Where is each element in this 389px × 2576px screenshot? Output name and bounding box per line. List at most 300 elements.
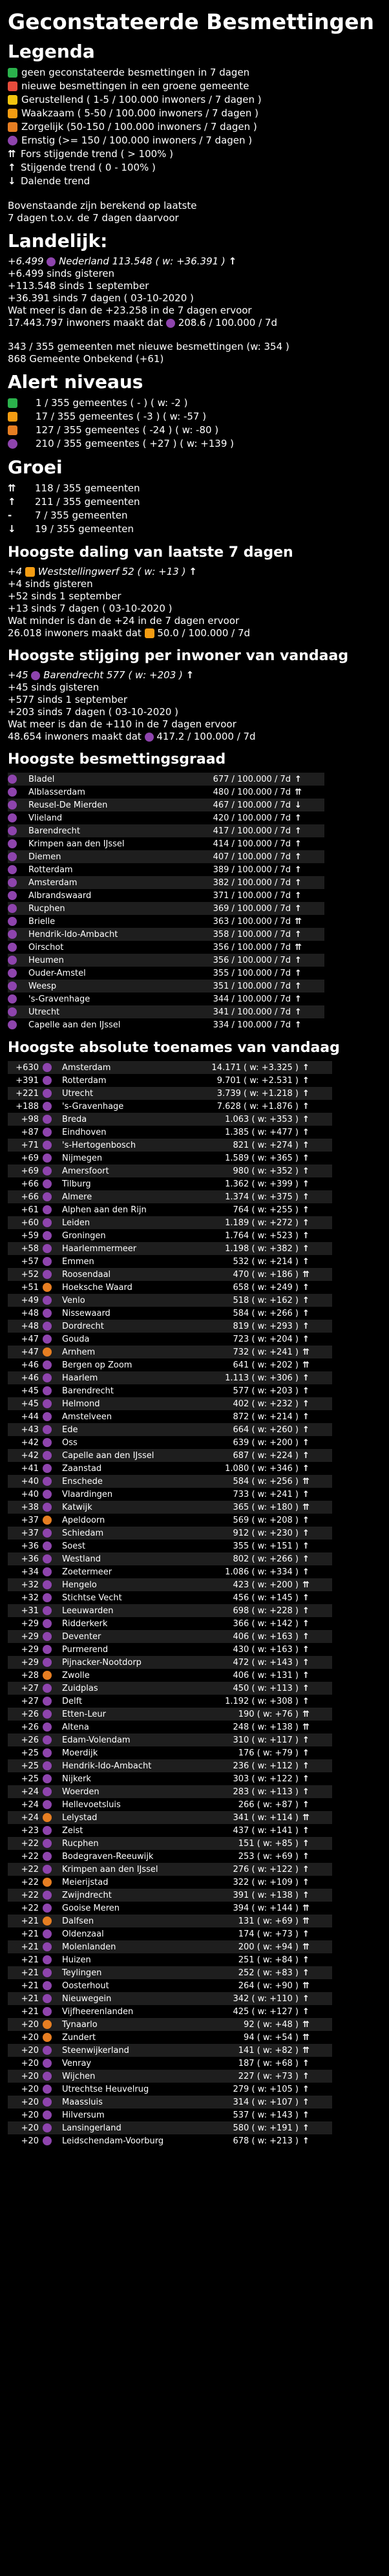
severity-dot-icon: [43, 1063, 52, 1072]
total-value: 723 ( w: +204 ): [233, 1334, 299, 1344]
total-value: 1.362 ( w: +399 ): [225, 1179, 299, 1189]
increase-value: +20: [21, 2019, 39, 2030]
increase-value: +26: [21, 1709, 39, 1719]
trend-arrow-icon: ↑: [302, 2058, 310, 2068]
trend-arrow-icon: ↑: [302, 1618, 310, 1629]
increase-value: +391: [16, 1075, 39, 1086]
total-value: 200 ( w: +94 ): [238, 1942, 299, 1952]
severity-dot-icon: [43, 1089, 52, 1098]
table-row: [8, 1604, 332, 1617]
trend-up-icon: ↑: [185, 669, 194, 681]
trend-arrow-icon: ↑: [302, 1929, 310, 1939]
total-value: 1.189 ( w: +272 ): [225, 1218, 299, 1228]
increase-value: +28: [21, 1670, 39, 1680]
alert-level-icon: [8, 398, 17, 408]
trend-arrow-icon: ↑: [302, 1062, 310, 1073]
legend-swatch-icon: [8, 109, 17, 118]
municipality-name: Zwijndrecht: [62, 1890, 112, 1900]
total-value: 821 ( w: +274 ): [233, 1140, 299, 1150]
municipality-name: Purmerend: [62, 1644, 109, 1655]
severity-dot-icon: [43, 1645, 52, 1654]
severity-dot-icon: [43, 1632, 52, 1641]
legend-swatch-icon: [8, 122, 17, 132]
severity-dot-icon: [8, 982, 17, 991]
trend-arrow-icon: ↑: [302, 1787, 310, 1797]
total-value: 264 ( w: +90 ): [238, 1980, 299, 1991]
trend-arrow-icon: ⇈: [302, 1269, 310, 1280]
municipality-name: Zaanstad: [62, 1463, 102, 1474]
total-value: 253 ( w: +69 ): [238, 1851, 299, 1862]
table-row: [8, 2018, 332, 2031]
alert-item-label: 1 / 355 gemeentes ( - ) ( w: -2 ): [36, 397, 188, 409]
municipality-name: Hendrik-Ido-Ambacht: [28, 929, 118, 939]
table-row: [8, 1953, 332, 1966]
total-value: 341 ( w: +114 ): [233, 1812, 299, 1823]
table-row: [8, 1294, 332, 1307]
municipality-name: Oldenzaal: [62, 1929, 104, 1939]
severity-dot-icon: [43, 1503, 52, 1512]
increase-value: +29: [21, 1657, 39, 1668]
table-row: [8, 1268, 332, 1281]
total-value: 176 ( w: +79 ): [238, 1748, 299, 1758]
total-value: 569 ( w: +208 ): [233, 1515, 299, 1525]
trend-arrow-icon: ↑: [302, 1373, 310, 1383]
severity-dot-icon: [8, 1007, 17, 1016]
severity-dot-icon: [43, 1658, 52, 1667]
total-value: 532 ( w: +214 ): [233, 1256, 299, 1267]
increase-value: +48: [21, 1308, 39, 1318]
table-row: [8, 773, 324, 786]
severity-dot-icon: [43, 1128, 52, 1137]
severity-dot-icon: [43, 1723, 52, 1732]
trend-arrow-icon: ↓: [295, 800, 302, 810]
table-row: [8, 1759, 332, 1772]
trend-arrow-icon: ↑: [302, 1528, 310, 1538]
severity-dot-icon: [43, 1490, 52, 1499]
severity-dot-icon: [43, 1878, 52, 1887]
total-value: 7.628 ( w: +1.876 ): [216, 1101, 299, 1111]
table-row: [8, 1436, 332, 1449]
daling-rate: 50.0 / 100.000 / 7d: [157, 627, 251, 639]
table-row: [8, 2096, 332, 2109]
legend-list: [8, 66, 381, 147]
severity-dot-icon: [43, 1335, 52, 1344]
increase-value: +49: [21, 1295, 39, 1305]
table-row: [8, 1126, 332, 1139]
legend-heading: Legenda: [8, 41, 95, 62]
severity-dot-icon: [43, 1684, 52, 1693]
table-row: [8, 1617, 332, 1630]
table-row: [8, 1152, 332, 1165]
municipality-name: Amsterdam: [62, 1062, 111, 1073]
table-row: [8, 980, 324, 993]
trend-arrow-icon: ⇈: [302, 1347, 310, 1357]
increase-value: +20: [21, 2071, 39, 2081]
alert-list: [8, 396, 381, 451]
increase-value: +71: [21, 1140, 39, 1150]
table-row: [8, 863, 324, 876]
groei-arrow-icon: ↑: [8, 496, 16, 508]
rate-value: 351 / 100.000 / 7d: [213, 981, 291, 991]
trend-arrow-icon: ↑: [302, 1179, 310, 1189]
municipality-name: Gouda: [62, 1334, 90, 1344]
table-row: [8, 1863, 332, 1876]
severity-dot-icon: [8, 852, 17, 861]
total-value: 252 ( w: +83 ): [238, 1968, 299, 1978]
table-row: [8, 1177, 332, 1190]
severity-dot-icon: [43, 1244, 52, 1253]
severity-dot-icon: [31, 671, 40, 680]
table-row: [8, 2134, 332, 2147]
municipality-name: Zuidplas: [62, 1683, 98, 1693]
municipality-name: Stichtse Vecht: [62, 1593, 122, 1603]
total-value: 94 ( w: +54 ): [244, 2032, 299, 2043]
table-row: [8, 1229, 332, 1242]
severity-dot-icon: [8, 1020, 17, 1029]
municipality-name: Utrecht: [28, 1007, 60, 1017]
increase-value: +23: [21, 1825, 39, 1836]
table-row: [8, 786, 324, 799]
municipality-name: Deventer: [62, 1631, 101, 1642]
municipality-name: Maassluis: [62, 2097, 103, 2107]
total-value: 423 ( w: +200 ): [233, 1580, 299, 1590]
municipality-name: Venray: [62, 2058, 92, 2068]
municipality-name: Diemen: [28, 852, 61, 862]
municipality-name: Utrechtse Heuvelrug: [62, 2084, 149, 2094]
table-row: [8, 1242, 332, 1255]
trend-arrow-icon: ↑: [302, 1075, 310, 1086]
municipality-name: Arnhem: [62, 1347, 96, 1357]
table-row: [8, 1837, 332, 1850]
table-row: [8, 837, 324, 850]
municipality-name: Breda: [62, 1114, 87, 1124]
legend-item: [8, 134, 381, 147]
municipality-name: Meierijstad: [62, 1877, 109, 1887]
rate-value: 417 / 100.000 / 7d: [213, 826, 291, 836]
increase-value: +45: [21, 1386, 39, 1396]
daling-inhabitants: 26.018 inwoners maakt dat: [8, 627, 142, 639]
increase-value: +57: [21, 1256, 39, 1267]
total-value: 430 ( w: +163 ): [233, 1644, 299, 1655]
municipality-name: Dordrecht: [62, 1321, 104, 1331]
alert-level-icon: [8, 412, 17, 422]
municipality-name: Roosendaal: [62, 1269, 111, 1280]
trend-arrow-icon: ↑: [302, 1968, 310, 1978]
increase-value: +27: [21, 1696, 39, 1706]
table-row: [8, 1940, 332, 1953]
trend-arrow-icon: ↑: [302, 2123, 310, 2133]
severity-dot-icon: [8, 943, 17, 952]
severity-dot-icon: [8, 788, 17, 797]
severity-dot-icon: [43, 1231, 52, 1240]
landelijk-heading: Landelijk:: [8, 230, 108, 252]
rate-value: 334 / 100.000 / 7d: [213, 1020, 291, 1030]
table-row: [8, 1669, 332, 1682]
total-value: 355 ( w: +151 ): [233, 1541, 299, 1551]
total-value: 266 ( w: +87 ): [238, 1799, 299, 1810]
severity-dot-icon: [43, 2123, 52, 2132]
trend-arrow-icon: ↑: [302, 1955, 310, 1965]
municipality-name: 's-Gravenhage: [28, 994, 90, 1004]
municipality-name: Groningen: [62, 1230, 106, 1241]
alert-item: [8, 396, 381, 410]
landelijk-increase: +6.499: [8, 255, 44, 267]
increase-value: +66: [21, 1179, 39, 1189]
landelijk-line-3: +113.548 sinds 1 september: [8, 280, 149, 292]
increase-value: +25: [21, 1774, 39, 1784]
total-value: 236 ( w: +112 ): [233, 1761, 299, 1771]
severity-square-icon: [145, 628, 154, 638]
table-row: [8, 1307, 332, 1320]
total-value: 303 ( w: +122 ): [233, 1774, 299, 1784]
trend-arrow-icon: ↑: [302, 1838, 310, 1849]
increase-value: +20: [21, 2032, 39, 2043]
severity-dot-icon: [43, 1606, 52, 1615]
stijging-rate: 417.2 / 100.000 / 7d: [156, 731, 256, 742]
increase-value: +59: [21, 1230, 39, 1241]
legend-item-label: Zorgelijk (50-150 / 100.000 inwoners / 7 dagen ): [21, 121, 257, 133]
total-value: 764 ( w: +255 ): [233, 1205, 299, 1215]
municipality-name: Katwijk: [62, 1502, 92, 1512]
legend-swatch-icon: [8, 81, 17, 91]
trend-arrow-icon: ⇈: [302, 1722, 310, 1732]
increase-value: +47: [21, 1347, 39, 1357]
total-value: 472 ( w: +143 ): [233, 1657, 299, 1668]
increase-value: +21: [21, 1955, 39, 1965]
increase-value: +45: [21, 1399, 39, 1409]
increase-value: +25: [21, 1761, 39, 1771]
table-row: [8, 1018, 324, 1031]
trend-arrow-icon: ↑: [302, 1774, 310, 1784]
severity-dot-icon: [43, 2072, 52, 2081]
trend-arrow-icon: ↑: [302, 1140, 310, 1150]
severity-dot-icon: [43, 1567, 52, 1576]
groei-item: [8, 522, 381, 536]
rate-value: 363 / 100.000 / 7d: [213, 916, 291, 927]
severity-dot-icon: [43, 1102, 52, 1111]
daling-line-2: +4 sinds gisteren: [8, 578, 93, 590]
severity-dot-icon: [43, 1735, 52, 1744]
table-row: [8, 1358, 332, 1371]
total-value: 1.764 ( w: +523 ): [225, 1230, 299, 1241]
increase-value: +26: [21, 1722, 39, 1732]
severity-dot-icon: [43, 1813, 52, 1822]
groei-heading: Groei: [8, 456, 63, 478]
trend-arrow-icon: ↑: [302, 2071, 310, 2081]
total-value: 365 ( w: +180 ): [233, 1502, 299, 1512]
trend-arrow-icon: ↑: [302, 1256, 310, 1267]
increase-value: +29: [21, 1618, 39, 1629]
municipality-name: Gooise Meren: [62, 1903, 120, 1913]
severity-dot-icon: [43, 1412, 52, 1421]
legend-item-label: Gerustellend ( 1-5 / 100.000 inwoners / 7 dagen ): [21, 94, 262, 105]
increase-value: +69: [21, 1166, 39, 1176]
table-row: [8, 1449, 332, 1462]
total-value: 131 ( w: +69 ): [238, 1916, 299, 1926]
severity-dot-icon: [43, 2098, 52, 2107]
total-value: 450 ( w: +113 ): [233, 1683, 299, 1693]
municipality-name: Capelle aan den IJssel: [62, 1450, 154, 1461]
municipality-name: Pijnacker-Nootdorp: [62, 1657, 142, 1668]
trend-arrow-icon: ↑: [302, 1735, 310, 1745]
stijging-line-5: Wat meer is dan de +110 in de 7 dagen ervoor: [8, 718, 237, 730]
increase-value: +61: [21, 1205, 39, 1215]
trend-arrow-icon: ↑: [302, 1993, 310, 2004]
rate-value: 677 / 100.000 / 7d: [213, 774, 291, 784]
table-row: [8, 1811, 332, 1824]
severity-dot-icon: [43, 1916, 52, 1926]
table-row: [8, 1643, 332, 1656]
landelijk-rate: 208.6 / 100.000 / 7d: [178, 317, 277, 328]
increase-value: +46: [21, 1360, 39, 1370]
municipality-name: Hengelo: [62, 1580, 97, 1590]
municipality-name: Hendrik-Ido-Ambacht: [62, 1761, 152, 1771]
legend-item: [8, 93, 381, 107]
increase-value: +69: [21, 1153, 39, 1163]
total-value: 227 ( w: +73 ): [238, 2071, 299, 2081]
municipality-name: Ouder-Amstel: [28, 968, 86, 978]
stijging-line-3: +577 sinds 1 september: [8, 694, 128, 705]
severity-dot-icon: [43, 1554, 52, 1563]
severity-dot-icon: [43, 1166, 52, 1175]
rate-value: 480 / 100.000 / 7d: [213, 787, 291, 797]
total-value: 678 ( w: +213 ): [233, 2136, 299, 2146]
increase-value: +20: [21, 2084, 39, 2094]
increase-value: +37: [21, 1515, 39, 1525]
increase-value: +37: [21, 1528, 39, 1538]
total-value: 580 ( w: +191 ): [233, 2123, 299, 2133]
increase-value: +21: [21, 1916, 39, 1926]
total-value: 584 ( w: +256 ): [233, 1476, 299, 1487]
total-value: 1.080 ( w: +346 ): [225, 1463, 299, 1474]
municipality-name: Oirschot: [28, 942, 64, 952]
rate-value: 341 / 100.000 / 7d: [213, 1007, 291, 1017]
landelijk-line-4: +36.391 sinds 7 dagen ( 03-10-2020 ): [8, 292, 194, 304]
trend-arrow-icon: ⇈: [302, 1980, 310, 1991]
municipality-name: Hellevoetsluis: [62, 1799, 121, 1810]
table-row: [8, 1772, 332, 1785]
trend-arrow-icon: ↑: [302, 2110, 310, 2120]
increase-value: +630: [16, 1062, 39, 1073]
municipality-name: Rotterdam: [62, 1075, 107, 1086]
municipality-name: Huizen: [62, 1955, 91, 1965]
trend-arrow-icon: ↑: [302, 1308, 310, 1318]
severity-dot-icon: [43, 1179, 52, 1188]
total-value: 425 ( w: +127 ): [233, 2006, 299, 2017]
severity-dot-icon: [43, 1399, 52, 1408]
landelijk-line-7: 343 / 355 gemeenten met nieuwe besmettingen (w: 354 ): [8, 341, 289, 352]
severity-dot-icon: [43, 1904, 52, 1913]
total-value: 402 ( w: +232 ): [233, 1399, 299, 1409]
trend-arrow-icon: ⇈: [302, 1903, 310, 1913]
table-row: [8, 1087, 332, 1100]
trend-arrow-icon: ⇈: [8, 148, 16, 160]
legend-swatch-icon: [8, 68, 17, 78]
severity-dot-icon: [8, 917, 17, 926]
municipality-name: Nissewaard: [62, 1308, 110, 1318]
severity-dot-icon: [43, 1593, 52, 1602]
table-row: [8, 2083, 332, 2096]
table-row: [8, 2070, 332, 2083]
rate-value: 356 / 100.000 / 7d: [213, 942, 291, 952]
table-row: [8, 1552, 332, 1565]
rate-value: 358 / 100.000 / 7d: [213, 929, 291, 939]
legend-item-label: geen geconstateerde besmettingen in 7 dagen: [21, 67, 250, 78]
rate-value: 407 / 100.000 / 7d: [213, 852, 291, 862]
severity-dot-icon: [43, 1309, 52, 1318]
total-value: 406 ( w: +131 ): [233, 1670, 299, 1680]
municipality-name: Molenlanden: [62, 1942, 116, 1952]
municipality-name: Amstelveen: [62, 1411, 112, 1422]
total-value: 394 ( w: +144 ): [233, 1903, 299, 1913]
graad-table: [8, 773, 324, 1031]
municipality-name: Brielle: [28, 916, 56, 927]
total-value: 3.739 ( w: +1.218 ): [216, 1088, 299, 1099]
trend-arrow-icon: ↑: [295, 774, 302, 784]
rate-value: 414 / 100.000 / 7d: [213, 839, 291, 849]
trend-arrow-icon: ↑: [302, 1153, 310, 1163]
table-row: [8, 1061, 332, 1074]
severity-dot-icon: [47, 257, 56, 266]
groei-item: [8, 482, 381, 495]
table-row: [8, 1824, 332, 1837]
increase-value: +20: [21, 2045, 39, 2055]
table-row: [8, 1410, 332, 1423]
total-value: 456 ( w: +145 ): [233, 1593, 299, 1603]
total-value: 1.063 ( w: +353 ): [225, 1114, 299, 1124]
trend-arrow-icon: ↑: [302, 1127, 310, 1137]
municipality-name: Utrecht: [62, 1088, 94, 1099]
daling-line-5: Wat minder is dan de +24 in de 7 dagen ervoor: [8, 615, 240, 627]
table-row: [8, 1462, 332, 1475]
total-value: 322 ( w: +109 ): [233, 1877, 299, 1887]
increase-value: +22: [21, 1864, 39, 1874]
severity-dot-icon: [166, 319, 175, 328]
table-row: [8, 1540, 332, 1552]
trend-arrow-icon: ↑: [302, 1282, 310, 1293]
trend-arrow-icon: ↑: [302, 1230, 310, 1241]
municipality-name: Barendrecht: [62, 1386, 114, 1396]
severity-dot-icon: [43, 1477, 52, 1486]
trend-arrow-icon: ↑: [302, 1321, 310, 1331]
municipality-name: Capelle aan den IJssel: [28, 1020, 121, 1030]
severity-dot-icon: [43, 1360, 52, 1369]
table-row: [8, 1850, 332, 1863]
trend-arrow-icon: ↑: [295, 839, 302, 849]
municipality-name: Apeldoorn: [62, 1515, 105, 1525]
trend-arrow-icon: ⇈: [302, 1502, 310, 1512]
table-row: [8, 1281, 332, 1294]
trend-arrow-icon: ↑: [295, 994, 302, 1004]
municipality-name: Nijkerk: [62, 1774, 91, 1784]
total-value: 537 ( w: +143 ): [233, 2110, 299, 2120]
severity-dot-icon: [43, 1748, 52, 1757]
municipality-name: Ede: [62, 1424, 78, 1435]
severity-dot-icon: [43, 1865, 52, 1874]
severity-dot-icon: [8, 839, 17, 848]
table-row: [8, 1488, 332, 1501]
severity-dot-icon: [43, 1929, 52, 1938]
total-value: 912 ( w: +230 ): [233, 1528, 299, 1538]
trend-arrow-icon: ↑: [302, 1567, 310, 1577]
trend-arrow-icon: ⇈: [295, 787, 302, 797]
municipality-name: Moerdijk: [62, 1748, 98, 1758]
groei-item-label: 118 / 355 gemeenten: [35, 482, 140, 494]
municipality-name: Helmond: [62, 1399, 100, 1409]
municipality-name: Steenwijkerland: [62, 2045, 129, 2055]
trend-arrow-icon: ↑: [302, 1541, 310, 1551]
severity-dot-icon: [43, 1580, 52, 1589]
